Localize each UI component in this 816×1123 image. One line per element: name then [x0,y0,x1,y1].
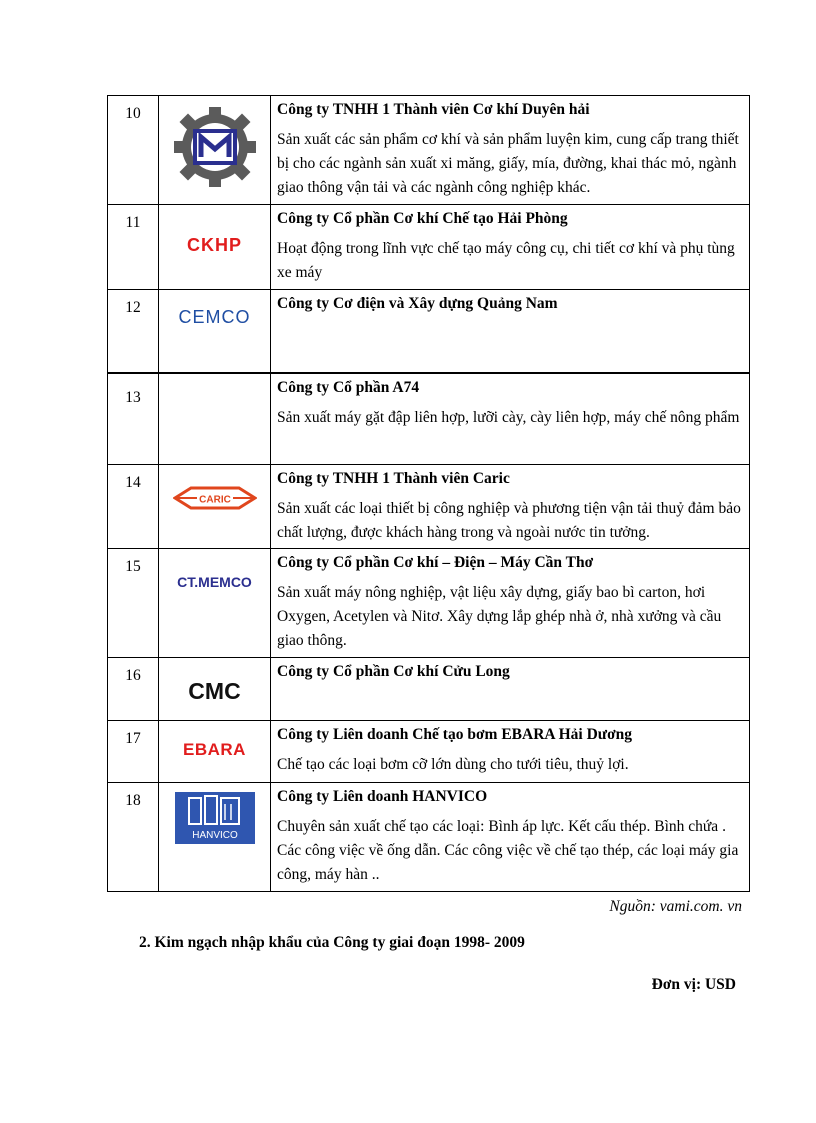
company-name: Công ty Liên doanh HANVICO [277,788,488,805]
cmc-logo: CMC [188,678,241,704]
svg-text:CARIC: CARIC [198,494,231,506]
company-info [271,205,750,290]
company-logo-cell [159,465,271,549]
table-row [108,465,750,549]
company-name: Công ty TNHH 1 Thành viên Cơ khí Duyên hải [277,101,590,118]
company-logo-cell [159,96,271,205]
company-description: Sản xuất máy gặt đập liên hợp, lưỡi cày, cày liên hợp, máy chế nông phẩm [277,408,740,426]
company-name: Công ty Cổ phần Cơ khí – Điện – Máy Cần Thơ [277,554,594,571]
table-row [108,373,750,465]
table-row [108,783,750,892]
company-info [271,373,750,465]
company-description: Sản xuất máy nông nghiệp, vật liệu xây dựng, giấy bao bì carton, hơi Oxygen, Acetylen và Nitơ. Xây dựng lắp ghép nhà ở, nhà xưởng và cầu giao thông. [277,584,722,649]
company-logo-cell [159,373,271,465]
company-description: Hoạt động trong lĩnh vực chế tạo máy công cụ, chi tiết cơ khí và phụ tùng xe máy [277,240,735,281]
cemco-logo: CEMCO [178,307,251,327]
company-logo-cell [159,549,271,658]
company-name: Công ty TNHH 1 Thành viên Caric [277,470,510,487]
table-row [108,290,750,373]
company-name: Công ty Liên doanh Chế tạo bơm EBARA Hải Dương [277,726,633,743]
table-row [108,658,750,721]
row-number: 17 [108,721,159,783]
company-logo-cell [159,721,271,783]
svg-text:HANVICO: HANVICO [191,830,238,841]
company-info [271,96,750,205]
company-name: Công ty Cổ phần Cơ khí Cửu Long [277,663,510,680]
company-info [271,465,750,549]
source-note: Nguồn: vami.com. vn [609,898,742,915]
row-number: 16 [108,658,159,721]
company-name: Công ty Cổ phần Cơ khí Chế tạo Hải Phòng [277,210,568,227]
table-row [108,96,750,205]
table-row [108,205,750,290]
caric-logo [159,481,270,515]
unit-label: Đơn vị: USD [651,976,736,993]
ebara-logo: EBARA [183,740,246,759]
row-number: 10 [108,96,159,205]
company-info [271,658,750,721]
row-number: 15 [108,549,159,658]
company-description: Sản xuất các loại thiết bị công nghiệp và phương tiện vận tải thuỷ đảm bảo chất lượng, được khách hàng trong và ngoài nước tin tưởng. [277,500,741,541]
ct-memco-logo: CT.MEMCO [177,574,252,590]
company-info [271,290,750,373]
company-info [271,721,750,783]
row-number: 12 [108,290,159,373]
hanvico-logo [159,791,270,845]
company-table [107,95,750,892]
company-description: Chế tạo các loại bơm cỡ lớn dùng cho tưới tiêu, thuỷ lợi. [277,756,629,773]
row-number: 13 [108,373,159,465]
company-info [271,549,750,658]
table-row [108,721,750,783]
company-logo-cell [159,658,271,721]
ckhp-logo: CKHP [186,235,242,255]
company-info [271,783,750,892]
company-logo-cell [159,783,271,892]
duyen-hai-gear-logo [159,104,270,190]
company-logo-cell [159,205,271,290]
table-row [108,549,750,658]
row-number: 14 [108,465,159,549]
company-name: Công ty Cổ phần A74 [277,378,420,396]
company-logo-cell [159,290,271,373]
row-number: 18 [108,783,159,892]
company-name: Công ty Cơ điện và Xây dựng Quảng Nam [277,295,558,312]
company-description: Sản xuất các sản phẩm cơ khí và sản phẩm luyện kim, cung cấp trang thiết bị cho các ngành sản xuất xi măng, giấy, mía, đường, khai thác mỏ, ngành giao thông vận tải và các ngành công nghiệp khác. [277,131,739,196]
company-description: Chuyên sản xuất chế tạo các loại: Bình áp lực. Kết cấu thép. Bình chứa . Các công việc về ống dẫn. Các công việc về chế tạo thép, các loại máy gia công, máy hàn .. [277,818,739,883]
row-number: 11 [108,205,159,290]
section-heading: 2. Kim ngạch nhập khẩu của Công ty giai đoạn 1998- 2009 [139,934,525,951]
